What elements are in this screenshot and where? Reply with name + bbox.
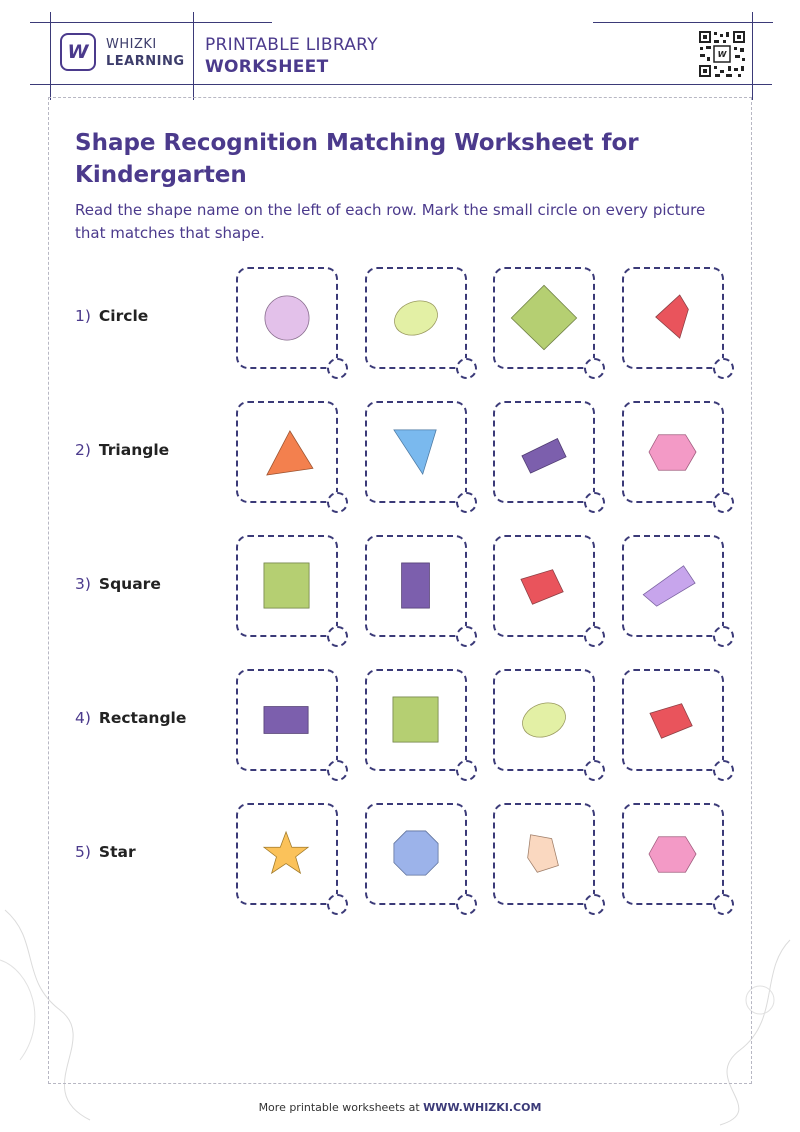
whizki-logo[interactable]: [60, 33, 96, 71]
footer: [0, 1101, 800, 1114]
shape-card-hexagon[interactable]: [622, 401, 724, 503]
header-line: [30, 22, 272, 23]
footer-text: More printable worksheets at: [258, 1101, 420, 1114]
page-title: Shape Recognition Matching Worksheet for Kindergarten: [75, 130, 639, 188]
row-shape-name: Circle: [98, 307, 149, 325]
square-shape-icon: [367, 671, 465, 769]
answer-mark-circle[interactable]: [713, 760, 734, 781]
header-line: [50, 12, 51, 100]
answer-mark-circle[interactable]: [327, 760, 348, 781]
answer-mark-circle[interactable]: [713, 626, 734, 647]
circle-shape-icon: [238, 269, 336, 367]
row-label-rectangle: [75, 709, 186, 727]
shape-card-trapezoid[interactable]: [622, 669, 724, 771]
answer-mark-circle[interactable]: [327, 358, 348, 379]
brand-subname: LEARNING: [106, 54, 185, 69]
answer-mark-circle[interactable]: [456, 492, 477, 513]
hexagon-shape-icon: [624, 805, 722, 903]
answer-mark-circle[interactable]: [713, 358, 734, 379]
trapezoid-shape-icon: [624, 671, 722, 769]
shape-card-square[interactable]: [365, 669, 467, 771]
answer-mark-circle[interactable]: [327, 894, 348, 915]
row-number: 4): [75, 709, 91, 727]
row-number: 1): [75, 307, 91, 325]
inverted-triangle-shape-icon: [367, 403, 465, 501]
shape-card-ellipse[interactable]: [365, 267, 467, 369]
triangle-shape-icon: [238, 403, 336, 501]
answer-mark-circle[interactable]: [584, 626, 605, 647]
answer-mark-circle[interactable]: [713, 894, 734, 915]
answer-mark-circle[interactable]: [584, 492, 605, 513]
octagon-shape-icon: [367, 805, 465, 903]
row-shape-name: Triangle: [98, 441, 170, 459]
ellipse-shape-icon: [367, 269, 465, 367]
hexagon-shape-icon: [624, 403, 722, 501]
header-line: [593, 22, 773, 23]
footer-link[interactable]: WWW.WHIZKI.COM: [423, 1101, 542, 1114]
shape-card-diamond[interactable]: [493, 267, 595, 369]
tall-rectangle-shape-icon: [367, 537, 465, 635]
shape-card-rectangle[interactable]: [236, 669, 338, 771]
tilted-rectangle-shape-icon: [495, 403, 593, 501]
header-line: [752, 12, 753, 100]
shape-card-hexagon[interactable]: [622, 803, 724, 905]
shape-card-square[interactable]: [236, 535, 338, 637]
square-shape-icon: [238, 537, 336, 635]
shape-card-trapezoid[interactable]: [493, 535, 595, 637]
answer-mark-circle[interactable]: [456, 894, 477, 915]
shape-card-tilted-rhombus[interactable]: [622, 535, 724, 637]
trapezoid-shape-icon: [495, 537, 593, 635]
qr-code-icon[interactable]: [698, 30, 746, 78]
star-shape-icon: [238, 805, 336, 903]
worksheet-label: WORKSHEET: [205, 57, 329, 77]
answer-mark-circle[interactable]: [456, 626, 477, 647]
kite-shape-icon: [624, 269, 722, 367]
shape-card-kite[interactable]: [622, 267, 724, 369]
header-line: [193, 12, 194, 100]
svg-text:W: W: [717, 50, 727, 59]
instructions: Read the shape name on the left of each row. Mark the small circle on every picture that matches that shape.: [75, 201, 706, 242]
answer-mark-circle[interactable]: [456, 358, 477, 379]
row-shape-name: Star: [98, 843, 136, 861]
ellipse-shape-icon: [495, 671, 593, 769]
row-label-triangle: [75, 441, 169, 459]
library-label: PRINTABLE LIBRARY: [205, 35, 378, 55]
answer-mark-circle[interactable]: [584, 760, 605, 781]
row-number: 2): [75, 441, 91, 459]
row-label-square: [75, 575, 161, 593]
pentagon-shape-icon: [495, 805, 593, 903]
row-shape-name: Rectangle: [98, 709, 187, 727]
answer-mark-circle[interactable]: [713, 492, 734, 513]
shape-card-octagon[interactable]: [365, 803, 467, 905]
row-label-circle: [75, 307, 148, 325]
shape-card-triangle[interactable]: [236, 401, 338, 503]
logo-letter: W: [67, 41, 89, 63]
shape-card-tilted-rectangle[interactable]: [493, 401, 595, 503]
shape-card-circle[interactable]: [236, 267, 338, 369]
shape-card-tall-rectangle[interactable]: [365, 535, 467, 637]
header-line: [30, 84, 772, 85]
row-number: 3): [75, 575, 91, 593]
shape-card-star[interactable]: [236, 803, 338, 905]
answer-mark-circle[interactable]: [456, 760, 477, 781]
row-shape-name: Square: [98, 575, 161, 593]
answer-mark-circle[interactable]: [327, 492, 348, 513]
rectangle-shape-icon: [238, 671, 336, 769]
answer-mark-circle[interactable]: [584, 358, 605, 379]
brand-name: WHIZKI: [106, 37, 157, 52]
shape-card-pentagon[interactable]: [493, 803, 595, 905]
tilted-rhombus-shape-icon: [624, 537, 722, 635]
answer-mark-circle[interactable]: [327, 626, 348, 647]
row-label-star: [75, 843, 136, 861]
answer-mark-circle[interactable]: [584, 894, 605, 915]
shape-card-ellipse[interactable]: [493, 669, 595, 771]
shape-card-inverted-triangle[interactable]: [365, 401, 467, 503]
row-number: 5): [75, 843, 91, 861]
diamond-shape-icon: [495, 269, 593, 367]
